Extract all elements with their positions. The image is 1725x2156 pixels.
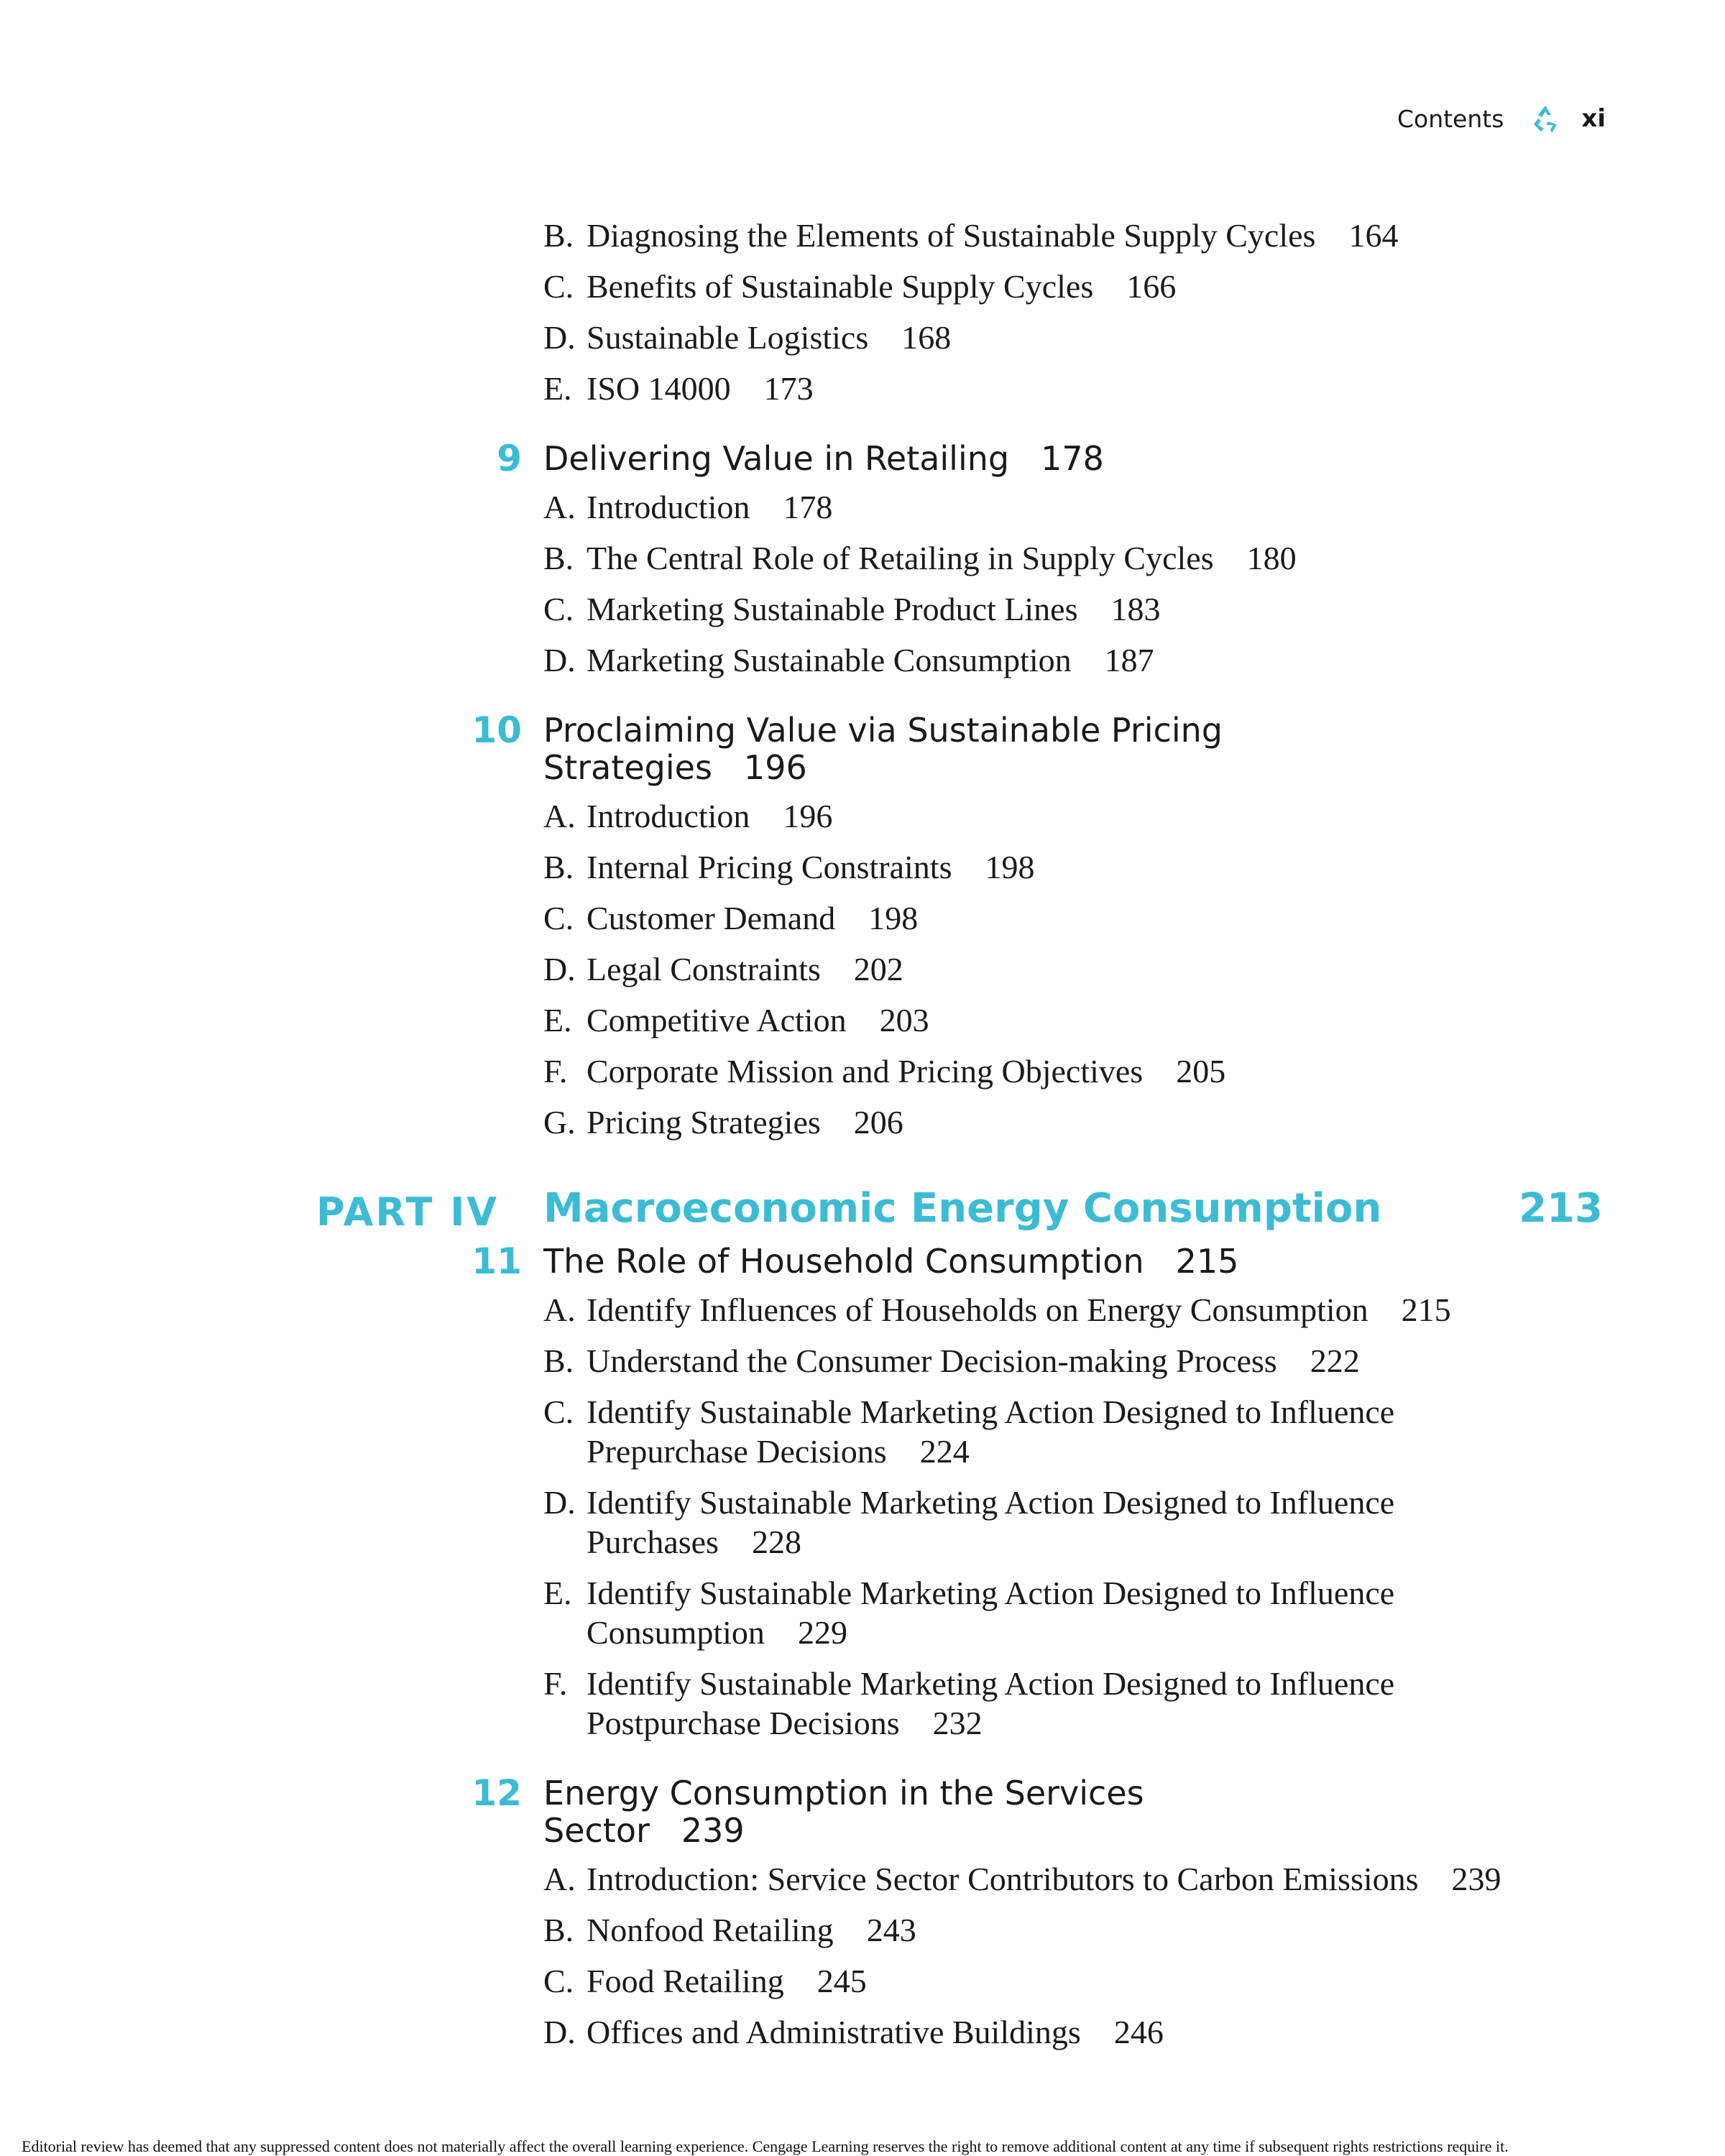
entry-page: 203	[879, 1002, 929, 1038]
entry-title: ISO 14000	[586, 370, 731, 407]
entry-letter: D.	[543, 642, 576, 678]
toc-entry[interactable]	[543, 898, 1593, 938]
entry-letter: D.	[543, 2014, 576, 2050]
entry-letter: B.	[543, 1342, 574, 1379]
entry-page: 164	[1348, 217, 1399, 254]
entry-page: 198	[985, 849, 1035, 885]
entry-title: Internal Pricing Constraints	[586, 849, 952, 885]
entry-title: Introduction: Service Sector Contributors to Carbon Emissions	[586, 1861, 1419, 1897]
entry-page: 178	[783, 489, 833, 525]
entry-letter: A.	[543, 1291, 576, 1328]
chapter-10-heading[interactable]	[472, 709, 1593, 787]
toc-entry[interactable]	[543, 1000, 1593, 1040]
entry-title: Benefits of Sustainable Supply Cycles	[586, 268, 1094, 305]
toc-entry[interactable]	[543, 1859, 1593, 1899]
entry-letter: D.	[543, 951, 576, 987]
entry-letter: B.	[543, 849, 574, 885]
entry-page: 246	[1113, 2014, 1164, 2050]
entry-page: 239	[1451, 1861, 1501, 1897]
entry-letter: D.	[543, 1484, 576, 1521]
toc-entry[interactable]	[543, 1664, 1492, 1743]
chapter-title: Proclaiming Value via Sustainable Pricing Strategies	[543, 711, 1223, 787]
entry-letter: B.	[543, 1912, 574, 1948]
chapter-12-heading[interactable]	[472, 1772, 1593, 1850]
part-4-heading[interactable]	[0, 1185, 1725, 1235]
toc-entry[interactable]	[543, 216, 1593, 255]
entry-letter: E.	[543, 370, 572, 407]
entry-page: 224	[919, 1433, 970, 1470]
entry-page: 166	[1126, 268, 1177, 305]
entry-title: Legal Constraints	[586, 951, 821, 987]
chapter-page: 178	[1041, 439, 1104, 478]
toc-entry[interactable]	[543, 949, 1593, 989]
chapter-number: 12	[472, 1772, 522, 1814]
toc-entry[interactable]	[543, 1483, 1492, 1562]
chapter-title: The Role of Household Consumption	[543, 1242, 1144, 1281]
copyright-notice: Editorial review has deemed that any suppressed content does not materially affect the overall learning experience. Cengage Learning reserves the right to remove additional content at any time if subsequent rights restrictions require it.	[22, 2137, 1509, 2155]
entry-page: 243	[866, 1912, 916, 1948]
entry-letter: C.	[543, 1963, 574, 1999]
toc-entry[interactable]	[543, 1910, 1593, 1950]
toc-entry[interactable]	[543, 2012, 1593, 2052]
entry-title: Introduction	[586, 489, 750, 525]
toc-entry[interactable]	[543, 538, 1593, 578]
toc-entry[interactable]	[543, 487, 1593, 527]
part-title: Macroeconomic Energy Consumption	[543, 1185, 1382, 1232]
entry-title: Identify Sustainable Marketing Action Designed to Influence Prepurchase Decisions	[586, 1393, 1395, 1470]
toc-entry[interactable]	[543, 589, 1593, 629]
entry-title: Nonfood Retailing	[586, 1912, 834, 1948]
entry-title: Identify Sustainable Marketing Action Designed to Influence Consumption	[586, 1575, 1395, 1651]
toc-entry[interactable]	[543, 1051, 1593, 1091]
entry-page: 222	[1310, 1342, 1360, 1379]
recycle-icon	[1530, 103, 1561, 134]
entry-letter: G.	[543, 1104, 576, 1141]
entry-letter: E.	[543, 1575, 572, 1611]
entry-title: Sustainable Logistics	[586, 319, 869, 356]
toc-entry[interactable]	[543, 640, 1593, 680]
chapter-page: 215	[1175, 1242, 1239, 1281]
chapter-9-heading[interactable]	[497, 438, 1593, 479]
toc-entry[interactable]	[543, 1392, 1492, 1471]
entry-page: 229	[797, 1614, 847, 1651]
chapter-page: 196	[743, 748, 807, 787]
entry-title: Identify Sustainable Marketing Action Designed to Influence Postpurchase Decisions	[586, 1665, 1395, 1741]
part-page: 213	[1519, 1185, 1603, 1232]
entry-letter: F.	[543, 1665, 568, 1702]
entry-title: Diagnosing the Elements of Sustainable Supply Cycles	[586, 217, 1316, 254]
entry-letter: A.	[543, 489, 576, 525]
chapter-number: 10	[472, 709, 522, 751]
entry-page: 245	[816, 1963, 867, 1999]
chapter-title: Delivering Value in Retailing	[543, 439, 1010, 478]
entry-letter: B.	[543, 540, 574, 576]
entry-page: 232	[932, 1705, 983, 1741]
toc-entry[interactable]	[543, 1961, 1593, 2001]
entry-letter: C.	[543, 900, 574, 936]
entry-page: 198	[868, 900, 919, 936]
section-label: Contents	[1397, 104, 1504, 133]
entry-title: The Central Role of Retailing in Supply Cycles	[586, 540, 1214, 576]
entry-title: Identify Influences of Households on Energy Consumption	[586, 1291, 1368, 1328]
entry-title: Offices and Administrative Buildings	[586, 2014, 1081, 2050]
entry-title: Understand the Consumer Decision-making Process	[586, 1342, 1277, 1379]
entry-page: 168	[901, 319, 952, 356]
entry-letter: B.	[543, 217, 574, 254]
chapter-title: Energy Consumption in the Services Sector	[543, 1774, 1144, 1850]
toc-entry[interactable]	[543, 1102, 1593, 1142]
entry-page: 173	[763, 370, 814, 407]
entry-title: Marketing Sustainable Product Lines	[586, 591, 1078, 627]
table-of-contents	[0, 216, 1725, 2063]
entry-letter: A.	[543, 1861, 576, 1897]
toc-entry[interactable]	[543, 1290, 1593, 1330]
toc-entry[interactable]	[543, 318, 1593, 357]
entry-letter: D.	[543, 319, 576, 356]
entry-title: Corporate Mission and Pricing Objectives	[586, 1053, 1144, 1089]
entry-title: Marketing Sustainable Consumption	[586, 642, 1072, 678]
entry-page: 187	[1104, 642, 1154, 678]
entry-letter: F.	[543, 1053, 568, 1089]
page-number: xi	[1581, 104, 1606, 133]
entry-page: 206	[853, 1104, 903, 1141]
toc-entry[interactable]	[543, 796, 1593, 836]
entry-title: Food Retailing	[586, 1963, 784, 1999]
entry-title: Customer Demand	[586, 900, 836, 936]
chapter-number: 9	[497, 438, 522, 479]
toc-entry[interactable]	[543, 847, 1593, 887]
entry-page: 205	[1176, 1053, 1226, 1089]
toc-entry[interactable]	[543, 267, 1593, 306]
chapter-number: 11	[472, 1240, 522, 1282]
entry-title: Competitive Action	[586, 1002, 847, 1038]
entry-page: 215	[1401, 1291, 1451, 1328]
chapter-11-heading[interactable]	[472, 1240, 1593, 1282]
entry-letter: C.	[543, 268, 574, 305]
entry-title: Introduction	[586, 798, 750, 834]
running-header	[1397, 101, 1606, 137]
toc-entry[interactable]	[543, 1573, 1492, 1652]
entry-page: 180	[1246, 540, 1297, 576]
entry-letter: E.	[543, 1002, 572, 1038]
entry-page: 228	[751, 1524, 801, 1560]
chapter-page: 239	[681, 1811, 745, 1850]
entry-title: Pricing Strategies	[586, 1104, 821, 1141]
entry-page: 183	[1110, 591, 1161, 627]
toc-entry[interactable]	[543, 1341, 1593, 1381]
entry-letter: A.	[543, 798, 576, 834]
toc-entry[interactable]	[543, 369, 1593, 408]
entry-title: Identify Sustainable Marketing Action Designed to Influence Purchases	[586, 1484, 1395, 1560]
entry-page: 202	[853, 951, 903, 987]
entry-letter: C.	[543, 1393, 574, 1430]
entry-page: 196	[783, 798, 833, 834]
entry-letter: C.	[543, 591, 574, 627]
part-label: PART IV	[316, 1189, 500, 1235]
